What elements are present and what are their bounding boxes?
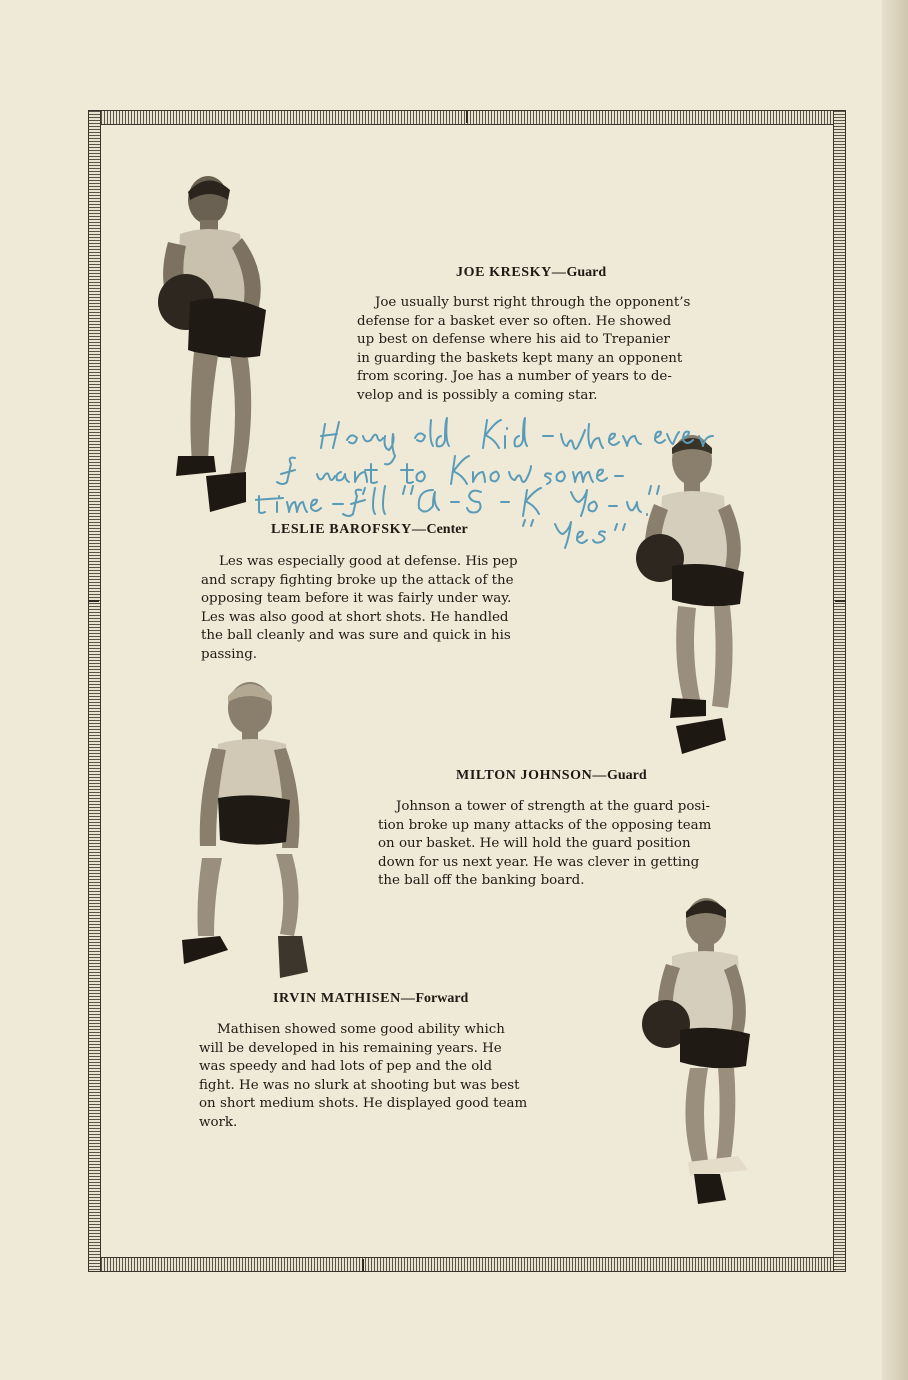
bio-line: Mathisen showed some good ability which bbox=[217, 1022, 505, 1037]
player-position: Guard bbox=[566, 265, 607, 280]
bio-line: and scrapy fighting broke up the attack of the bbox=[201, 572, 514, 588]
border-ornament bbox=[88, 600, 99, 602]
player-heading-barofsky: LESLIE BAROFSKY—Center bbox=[271, 522, 468, 537]
bio-line: the ball off the banking board. bbox=[378, 873, 585, 889]
player-bio-johnson bbox=[378, 798, 711, 891]
border-ornament bbox=[466, 110, 468, 123]
border-left bbox=[88, 110, 101, 1272]
bio-line: in guarding the baskets kept many an opponent bbox=[357, 350, 683, 366]
player-heading-kresky: JOE KRESKY—Guard bbox=[456, 265, 607, 280]
player-name: LESLIE BAROFSKY bbox=[271, 522, 412, 537]
bio-line: tion broke up many attacks of the opposing team bbox=[378, 817, 712, 833]
bio-line: from scoring. Joe has a number of years to de- bbox=[357, 369, 672, 385]
bio-line: Joe usually burst right through the opponent’s bbox=[375, 295, 691, 310]
bio-line: will be developed in his remaining years. He bbox=[199, 1040, 502, 1056]
player-heading-johnson: MILTON JOHNSON—Guard bbox=[456, 768, 647, 783]
bio-line: Les was also good at short shots. He handled bbox=[201, 609, 509, 625]
bio-line: the ball cleanly and was sure and quick in his bbox=[201, 628, 511, 644]
bio-line: up best on defense where his aid to Trepanier bbox=[357, 332, 670, 348]
player-bio-mathisen bbox=[199, 1021, 527, 1133]
player-heading-mathisen: IRVIN MATHISEN—Forward bbox=[273, 991, 469, 1006]
player-photo-barofsky bbox=[632, 430, 752, 762]
page-edge bbox=[882, 0, 908, 1380]
bio-line: on our basket. He will hold the guard position bbox=[378, 836, 691, 852]
bio-line: on short medium shots. He displayed good team bbox=[199, 1096, 528, 1112]
bio-line: velop and is possibly a coming star. bbox=[357, 387, 598, 403]
player-name: IRVIN MATHISEN bbox=[273, 991, 401, 1006]
player-position: Guard bbox=[607, 768, 647, 783]
bio-line: Les was especially good at defense. His pep bbox=[219, 554, 518, 569]
player-position: Forward bbox=[415, 991, 469, 1006]
bio-line: passing. bbox=[201, 646, 258, 662]
bio-line: defense for a basket ever so often. He showed bbox=[357, 313, 672, 329]
bio-line: opposing team before it was fairly under way. bbox=[201, 591, 512, 607]
player-photo-johnson bbox=[174, 678, 314, 982]
border-bottom bbox=[88, 1257, 846, 1272]
border-ornament bbox=[835, 600, 846, 602]
player-name: JOE KRESKY bbox=[456, 265, 552, 280]
player-bio-kresky bbox=[357, 294, 690, 406]
player-photo-mathisen bbox=[636, 894, 756, 1210]
border-right bbox=[833, 110, 846, 1272]
bio-line: down for us next year. He was clever in getting bbox=[378, 854, 700, 870]
player-photo-kresky bbox=[150, 172, 290, 517]
bio-line: fight. He was no slurk at shooting but was best bbox=[199, 1077, 520, 1093]
bio-line: Johnson a tower of strength at the guard posi- bbox=[396, 799, 711, 814]
bio-line: work. bbox=[199, 1114, 238, 1130]
player-name: MILTON JOHNSON bbox=[456, 768, 593, 783]
player-position: Center bbox=[426, 522, 468, 537]
border-ornament bbox=[362, 1259, 364, 1272]
player-bio-barofsky bbox=[201, 553, 518, 665]
bio-line: was speedy and had lots of pep and the old bbox=[199, 1059, 493, 1075]
